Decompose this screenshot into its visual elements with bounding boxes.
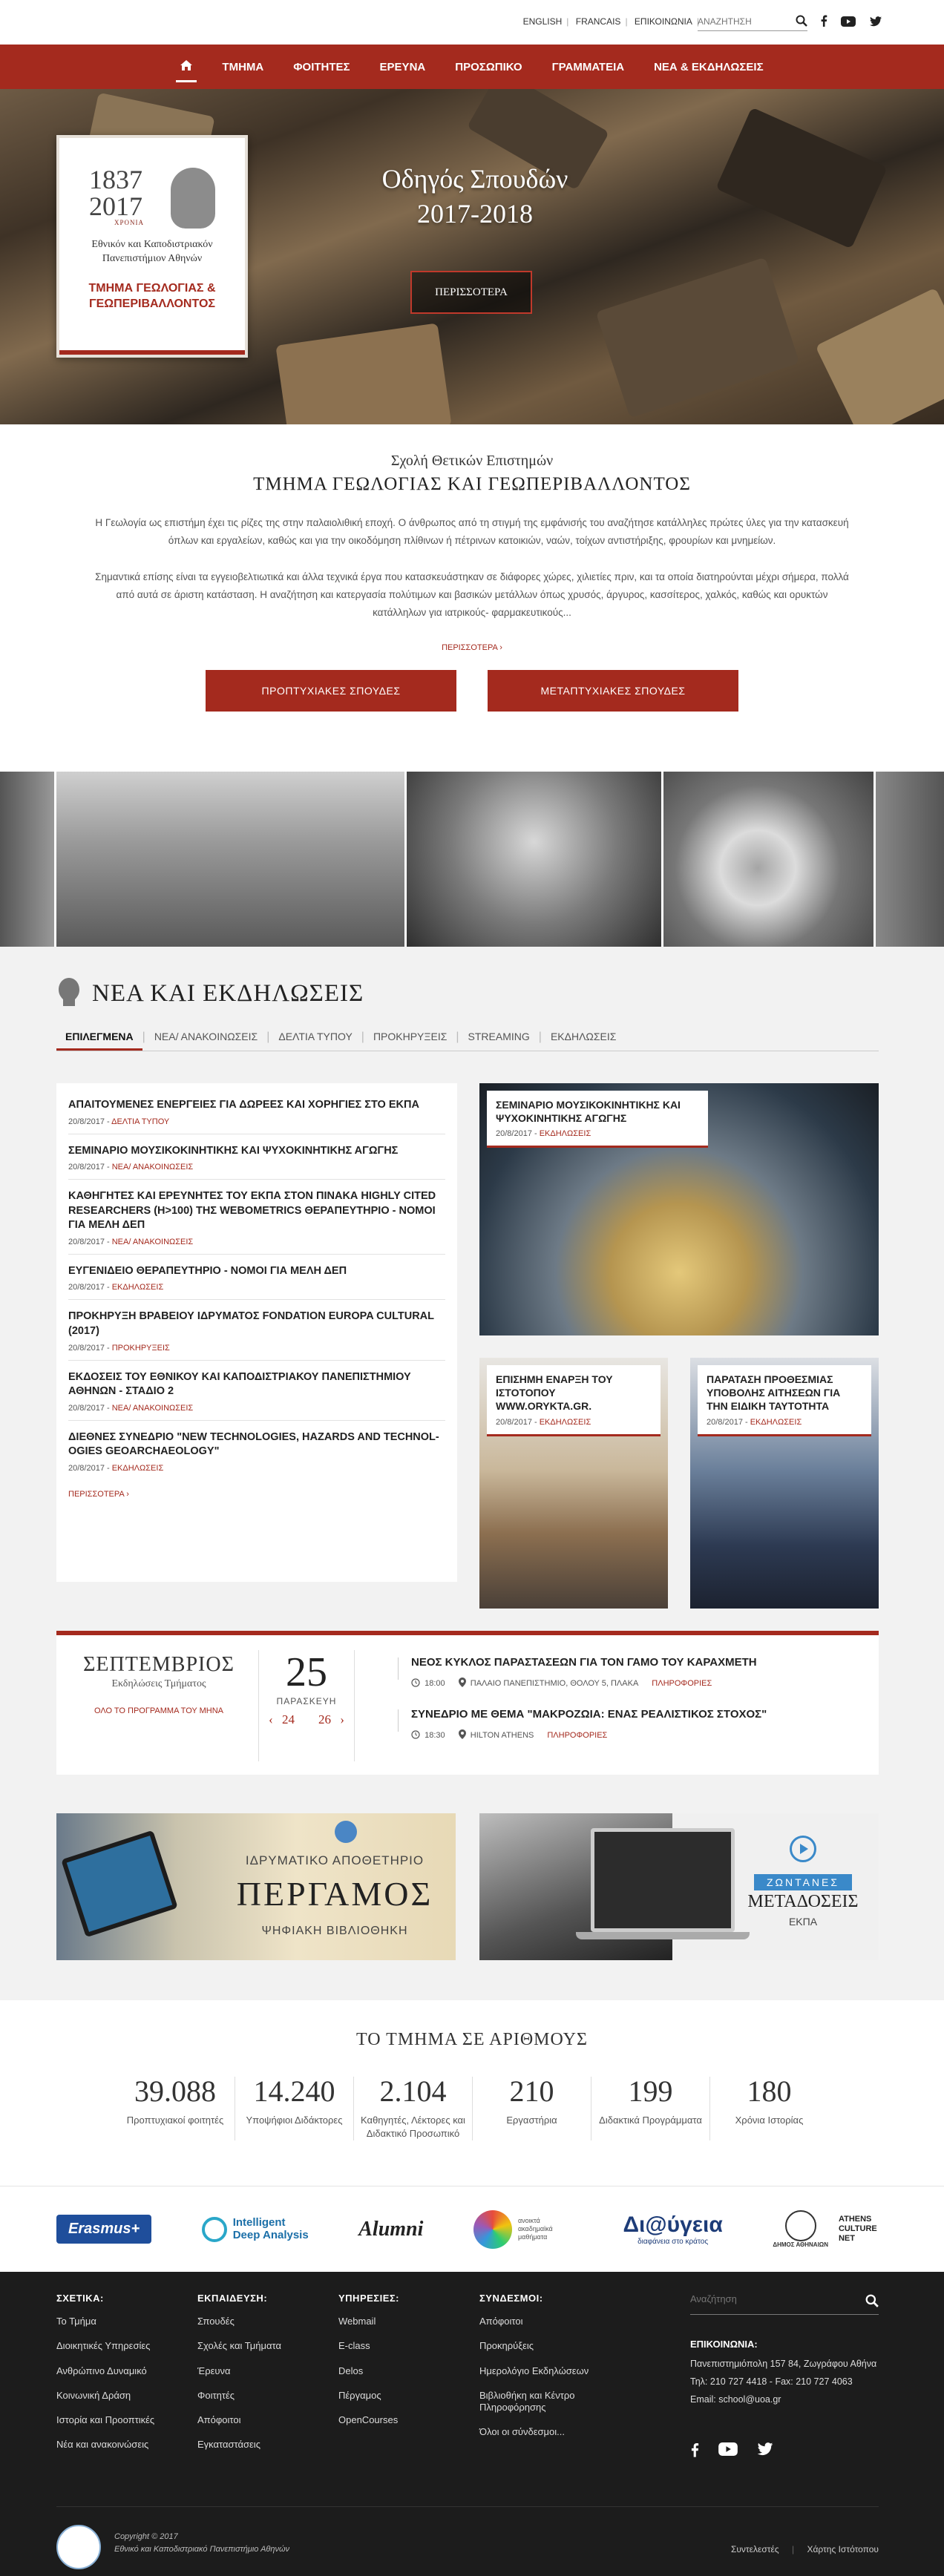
youtube-icon[interactable] <box>718 2442 738 2461</box>
top-search[interactable] <box>698 12 807 31</box>
chevron-right-icon: › <box>126 1489 129 1499</box>
footer-link[interactable]: Webmail <box>338 2316 376 2327</box>
footer-col-services: ΥΠΗΡΕΣΙΕΣ: Webmail E-class Delos Πέργαμος OpenCourses <box>338 2293 465 2439</box>
hero-rock <box>815 288 944 424</box>
footer-link[interactable]: Σχολές και Τμήματα <box>197 2340 281 2352</box>
footer-col-about: ΣΧΕΤΙΚΑ: Το Τμήμα Διοικητικές Υπηρεσίες Ανθρώπινο Δυναμικό Κοινωνική Δράση Ιστορία και Προοπτικές Νέα και ανακοινώσεις <box>56 2293 190 2464</box>
featured-news-card[interactable]: ΠΑΡΑΤΑΣΗ ΠΡΟΘΕΣΜΙΑΣ ΥΠΟΒΟΛΗΣ ΑΙΤΗΣΕΩΝ ΓΙΑ ΤΗΝ ΕΙΔΙΚΗ ΤΑΥΤΟΤΗΤΑ 20/8/2017 - ΕΚΔΗΛΩΣΕΙΣ <box>690 1358 879 1609</box>
list-item[interactable]: ΑΠΑΙΤΟΥΜΕΝΕΣ ΕΝΕΡΓΕΙΕΣ ΓΙΑ ΔΩΡΕΕΣ ΚΑΙ ΧΟΡΗΓΙΕΣ ΣΤΟ ΕΚΠΑ 20/8/2017 - ΔΕΛΤΙΑ ΤΥΠΟΥ <box>68 1098 445 1134</box>
footer-link[interactable]: Σπουδές <box>197 2316 235 2327</box>
play-icon <box>790 1836 816 1862</box>
stat-item: 210 Εργαστήρια <box>472 2077 591 2140</box>
list-item[interactable]: ΕΥΓΕΝΙΔΕΙΟ ΘΕΡΑΠΕΥΤΗΡΙΟ - ΝΟΜΟΙ ΓΙΑ ΜΕΛΗ ΔΕΠ 20/8/2017 - ΕΚΔΗΛΩΣΕΙΣ <box>68 1264 445 1301</box>
alumni-logo[interactable]: Alumni <box>358 2217 424 2241</box>
footer-link[interactable]: Νέα και ανακοινώσεις <box>56 2439 149 2451</box>
featured-news-card[interactable]: ΕΠΙΣΗΜΗ ΕΝΑΡΞΗ ΤΟΥ ΙΣΤΟΤΟΠΟΥ WWW.ORYKTA.GR. 20/8/2017 - ΕΚΔΗΛΩΣΕΙΣ <box>479 1358 668 1609</box>
nav-item-news-events[interactable]: ΝΕΑ & ΕΚΔΗΛΩΣΕΙΣ <box>654 60 764 73</box>
clock-icon <box>411 1730 420 1741</box>
university-name: Εθνικόν και Καποδιστριακόν Πανεπιστήμιον Αθηνών <box>91 239 213 264</box>
hero-rock <box>596 257 800 418</box>
main-nav <box>0 45 944 89</box>
month-program-link[interactable]: ΟΛΟ ΤΟ ΠΡΟΓΡΑΜΜΑ ΤΟΥ ΜΗΝΑ <box>94 1706 223 1715</box>
athena-head-icon <box>171 168 215 229</box>
athens-seal-icon <box>785 2210 816 2241</box>
footer-link[interactable]: Προκηρύξεις <box>479 2340 534 2352</box>
link-english[interactable]: ENGLISH <box>522 16 563 27</box>
partners-strip <box>0 2186 944 2272</box>
undergrad-studies-button[interactable]: ΠΡΟΠΤΥΧΙΑΚΕΣ ΣΠΟΥΔΕΣ <box>206 670 456 712</box>
footer-link[interactable]: Το Τμήμα <box>56 2316 96 2327</box>
tab-selected[interactable]: ΕΠΙΛΕΓΜΕΝΑ <box>56 1025 142 1051</box>
footer-link[interactable]: Έρευνα <box>197 2365 231 2376</box>
credits-link[interactable]: Συντελεστές <box>730 2544 779 2554</box>
youtube-icon[interactable] <box>841 16 856 30</box>
stat-item: 14.240 Υποψήφιοι Διδάκτορες <box>235 2077 353 2140</box>
tab-press-releases[interactable]: ΔΕΛΤΙΑ ΤΥΠΟΥ <box>278 1031 353 1042</box>
stats-title: ΤΟ ΤΜΗΜΑ ΣΕ ΑΡΙΘΜΟΥΣ <box>356 2030 588 2049</box>
event-item[interactable]: ΝΕΟΣ ΚΥΚΛΟΣ ΠΑΡΑΣΤΑΣΕΩΝ ΓΙΑ ΤΟΝ ΓΑΜΟ ΤΟΥ ΚΑΡΑΧΜΕΤΗ 18:00 ΠΑΛΑΙΟ ΠΑΝΕΠΙΣΤΗΜΙΟ, ΘΟΛΟΥ 5, ΠΛΑΚΑ ΠΛΗΡΟΦΟΡΙΕΣ <box>411 1656 827 1689</box>
ida-circle-icon <box>202 2217 227 2242</box>
event-info-link[interactable]: ΠΛΗΡΟΦΟΡΙΕΣ <box>547 1731 608 1740</box>
diavgeia-logo[interactable]: Δι@ύγεια διαφάνεια στο κράτος <box>623 2212 723 2246</box>
twitter-icon[interactable] <box>757 2442 773 2461</box>
footer-link[interactable]: Εγκαταστάσεις <box>197 2439 260 2451</box>
news-list <box>56 1083 457 1582</box>
footer-link[interactable]: Πέργαμος <box>338 2389 381 2401</box>
footer-link[interactable]: Όλοι οι σύνδεσμοι... <box>479 2426 565 2438</box>
laptop-image <box>591 1828 735 1932</box>
news-tabs: ΕΠΙΛΕΓΜΕΝΑ | ΝΕΑ/ ΑΝΑΚΟΙΝΩΣΕΙΣ | ΔΕΛΤΙΑ ΤΥΠΟΥ | ΠΡΟΚΗΡΥΞΕΙΣ | STREAMING | ΕΚΔΗΛΩΣΕΙΣ <box>56 1025 879 1051</box>
event-info-link[interactable]: ΠΛΗΡΟΦΟΡΙΕΣ <box>652 1679 712 1688</box>
location-pin-icon <box>459 1729 466 1741</box>
nav-item-research[interactable]: ΕΡΕΥΝΑ <box>379 60 426 73</box>
stat-item: 180 Χρόνια Ιστορίας <box>709 2077 828 2140</box>
featured-news-card[interactable]: ΣΕΜΙΝΑΡΙΟ ΜΟΥΣΙΚΟΚΙΝΗΤΙΚΗΣ ΚΑΙ ΨΥΧΟΚΙΝΗΤΙΚΗΣ ΑΓΩΓΗΣ 20/8/2017 - ΕΚΔΗΛΩΣΕΙΣ <box>479 1083 879 1335</box>
footer-link[interactable]: Βιβλιοθήκη και Κέντρο Πληροφόρησης <box>479 2389 575 2413</box>
list-item[interactable]: ΠΡΟΚΗΡΥΞΗ ΒΡΑΒΕΙΟΥ ΙΔΡΥΜΑΤΟΣ FONDATION EUROPA CULTURAL (2017) 20/8/2017 - ΠΡΟΚΗΡΥΞΕΙΣ <box>68 1310 445 1360</box>
clock-icon <box>411 1678 420 1689</box>
link-contact[interactable]: ΕΠΙΚΟΙΝΩΝΙΑ <box>634 16 692 27</box>
list-item[interactable]: ΔΙΕΘΝΕΣ ΣΥΝΕΔΡΙΟ "NEW TECHNOLOGIES, HAZARDS AND TECHNOL-OGIES GEOARCHAEOLOGY" 20/8/2017 - ΕΚΔΗΛΩΣΕΙΣ <box>68 1430 439 1473</box>
footer-search-input[interactable] <box>690 2293 853 2304</box>
top-bar <box>0 0 944 45</box>
social-links-top <box>820 15 892 30</box>
chevron-right-icon: › <box>499 643 502 653</box>
footer-link[interactable]: Διοικητικές Υπηρεσίες <box>56 2340 151 2352</box>
gallery-photo <box>876 772 944 947</box>
tab-calls[interactable]: ΠΡΟΚΗΡΥΞΕΙΣ <box>373 1031 448 1042</box>
gallery-photo <box>56 772 407 947</box>
search-icon[interactable] <box>865 2294 879 2311</box>
prev-day-button[interactable]: ‹ 24 <box>269 1712 295 1726</box>
footer-contact: ΕΠΙΚΟΙΝΩΝΙΑ: Πανεπιστημιόπολη 157 84, Ζωγράφου Αθήνα Τηλ: 210 727 4418 - Fax: 210 727 4063 Email: school@uoa.gr <box>690 2339 879 2408</box>
sitemap-link[interactable]: Χάρτης Ιστότοπου <box>807 2544 879 2554</box>
events-month: ΣΕΠΤΕΜΒΡΙΟΣ Εκδηλώσεις Τμήματος ΟΛΟ ΤΟ ΠΡΟΓΡΑΜΜΑ ΤΟΥ ΜΗΝΑ <box>77 1653 240 1715</box>
intro-more-link[interactable]: ΠΕΡΙΣΣΟΤΕΡΑ › <box>442 643 502 653</box>
footer-col-education: ΕΚΠΑΙΔΕΥΣΗ: Σπουδές Σχολές και Τμήματα Έρευνα Φοιτητές Απόφοιτοι Εγκαταστάσεις <box>197 2293 331 2464</box>
language-links: ENGLISH | FRANCAIS | ΕΠΙΚΟΙΝΩΝΙΑ | <box>522 16 699 27</box>
gallery-photo <box>0 772 56 947</box>
list-item[interactable]: ΣΕΜΙΝΑΡΙΟ ΜΟΥΣΙΚΟΚΙΝΗΤΙΚΗΣ ΚΑΙ ΨΥΧΟΚΙΝΗΤΙΚΗΣ ΑΓΩΓΗΣ 20/8/2017 - ΝΕΑ/ ΑΝΑΚΟΙΝΩΣΕΙΣ <box>68 1144 445 1180</box>
athens-culture-logo[interactable]: ΔΗΜΟΣ ΑΘΗΝΑΙΩΝ ATHENS CULTURE NET <box>773 2210 888 2248</box>
intro-section <box>0 424 944 772</box>
tab-announcements[interactable]: ΝΕΑ/ ΑΝΑΚΟΙΝΩΣΕΙΣ <box>154 1031 258 1042</box>
stat-item: 39.088 Προπτυχιακοί φοιτητές <box>126 2074 224 2126</box>
hero-more-button[interactable]: ΠΕΡΙΣΣΟΤΕΡΑ <box>410 271 532 314</box>
nav-item-secretariat[interactable]: ΓΡΑΜΜΑΤΕΙΑ <box>551 60 625 73</box>
footer-link[interactable]: Ημερολόγιο Εκδηλώσεων <box>479 2365 589 2376</box>
intro-paragraph-2: Σημαντικά επίσης είναι τα εγγειοβελτιωτικά και άλλα τεχνικά έργα που κατασκευάστηκαν σε διάφορες χώρες, χιλιετίες πριν, και τα οποία διατηρούνται μέχρι σήμερα, πολλά από αυτά σε άριστη κατάσταση. Η αναζήτηση και κατεργασία πολύτιμων και βασικών μετάλλων όπως χρυσός, άργυρος, κασσίτερος, χαλκός, καθώς και ορυκτών κατάλληλων για ιατρικούς- φαρμακευτικούς... <box>95 571 849 618</box>
department-name: ΤΜΗΜΑ ΓΕΩΛΟΓΙΑΣ & ΓΕΩΠΕΡΙΒΑΛΛΟΝΤΟΣ <box>88 281 216 310</box>
ida-logo[interactable]: Intelligent Deep Analysis <box>202 2217 309 2242</box>
twitter-icon[interactable] <box>870 16 882 30</box>
live-streaming-banner[interactable]: ΖΩΝΤΑΝΕΣ ΜΕΤΑΔΟΣΕΙΣ ΕΚΠΑ <box>479 1813 879 1960</box>
nav-home[interactable] <box>165 45 207 89</box>
nav-item-department[interactable]: ΤΜΗΜΑ <box>222 60 264 73</box>
pergamos-banner[interactable]: ΙΔΡΥΜΑΤΙΚΟ ΑΠΟΘΕΤΗΡΙΟ ΠΕΡΓΑΜΟΣ ΨΗΦΙΑΚΗ ΒΙΒΛΙΟΘΗΚΗ <box>56 1813 456 1960</box>
footer-bottom: Copyright © 2017 Εθνικό και Καποδιστριακό Πανεπιστήμιο Αθηνών Συντελεστές | Χάρτης Ιστότοπου <box>56 2506 879 2576</box>
opencourses-tree-icon <box>473 2210 512 2249</box>
home-icon[interactable] <box>180 60 192 73</box>
tab-streaming[interactable]: STREAMING <box>468 1031 530 1042</box>
gallery-photo <box>407 772 663 947</box>
news-section-title: ΝΕΑ ΚΑΙ ΕΚΔΗΛΩΣΕΙΣ <box>92 980 364 1007</box>
university-seal-icon <box>56 2525 101 2569</box>
search-icon[interactable] <box>796 15 807 30</box>
facebook-icon[interactable] <box>690 2442 699 2461</box>
top-search-input[interactable] <box>698 12 787 27</box>
footer-address: Πανεπιστημιόπολη 157 84, Ζωγράφου Αθήνα <box>690 2359 877 2369</box>
athena-logo-icon <box>56 976 82 1011</box>
hero-banner <box>0 89 944 424</box>
gallery-photo <box>663 772 876 947</box>
footer-search[interactable] <box>690 2293 879 2315</box>
anniversary-years: 1837 2017 ΧΡΟΝΙΑ <box>89 165 145 226</box>
footer-email[interactable]: Email: school@uoa.gr <box>690 2393 781 2405</box>
footer-link[interactable]: Ανθρώπινο Δυναμικό <box>56 2365 147 2376</box>
erasmus-logo[interactable]: Erasmus+ <box>56 2215 151 2244</box>
location-pin-icon <box>459 1678 466 1689</box>
school-name: Σχολή Θετικών Επιστημών <box>390 453 554 469</box>
footer-link[interactable]: Ιστορία και Προοπτικές <box>56 2414 155 2425</box>
page-title: ΤΜΗΜΑ ΓΕΩΛΟΓΙΑΣ ΚΑΙ ΓΕΩΠΕΡΙΒΑΛΛΟΝΤΟΣ <box>253 474 691 494</box>
next-day-button[interactable]: 26 › <box>318 1712 344 1726</box>
events-day: 25 ΠΑΡΑΣΚΕΥΗ ‹ 24 26 › <box>258 1650 355 1761</box>
footer-col-links: ΣΥΝΔΕΣΜΟΙ: Απόφοιτοι Προκηρύξεις Ημερολόγιο Εκδηλώσεων Βιβλιοθήκη και Κέντρο Πληροφόρησης Όλοι οι σύνδεσμοι... <box>479 2293 635 2451</box>
footer-social <box>690 2442 773 2461</box>
facebook-icon[interactable] <box>820 15 827 30</box>
footer-link[interactable]: Delos <box>338 2365 364 2376</box>
opencourses-logo[interactable]: ανοικτά ακαδημαϊκά μαθήματα <box>473 2210 573 2249</box>
list-item[interactable]: ΕΚΔΟΣΕΙΣ ΤΟΥ ΕΘΝΙΚΟΥ ΚΑΙ ΚΑΠΟΔΙΣΤΡΙΑΚΟΥ ΠΑΝΕΠΙΣΤΗΜΙΟΥ ΑΘΗΝΩΝ - ΣΤΑΔΙΟ 2 20/8/2017 - ΝΕΑ/ ΑΝΑΚΟΙΝΩΣΕΙΣ <box>68 1370 445 1421</box>
footer-link[interactable]: Κοινωνική Δράση <box>56 2389 131 2401</box>
postgrad-studies-button[interactable]: ΜΕΤΑΠΤΥΧΙΑΚΕΣ ΣΠΟΥΔΕΣ <box>488 670 738 712</box>
nav-item-staff[interactable]: ΠΡΟΣΩΠΙΚΟ <box>455 60 522 73</box>
events-calendar <box>56 1631 879 1775</box>
nav-item-students[interactable]: ΦΟΙΤΗΤΕΣ <box>293 60 350 73</box>
hero-rock <box>275 323 451 424</box>
footer-link[interactable]: E-class <box>338 2340 370 2352</box>
footer-link[interactable]: Απόφοιτοι <box>479 2316 523 2327</box>
stat-item: 199 Διδακτικά Προγράμματα <box>591 2077 709 2140</box>
tablet-image <box>61 1830 178 1938</box>
footer-link[interactable]: Φοιτητές <box>197 2389 235 2401</box>
stats-section <box>0 2000 944 2186</box>
link-francais[interactable]: FRANCAIS <box>575 16 621 27</box>
footer-link[interactable]: Απόφοιτοι <box>197 2414 241 2425</box>
hero-rock <box>715 108 888 249</box>
hero-title: Οδηγός Σπουδών 2017-2018 <box>381 164 568 229</box>
news-more-link[interactable]: ΠΕΡΙΣΣΟΤΕΡΑ › <box>68 1489 129 1499</box>
site-footer <box>0 2272 944 2576</box>
footer-link[interactable]: OpenCourses <box>338 2414 399 2425</box>
pergamos-logo-icon <box>335 1821 357 1843</box>
list-item[interactable]: ΚΑΘΗΓΗΤΕΣ ΚΑΙ ΕΡΕΥΝΗΤΕΣ ΤΟΥ ΕΚΠΑ ΣΤΟΝ ΠΙΝΑΚΑ HIGHLY CITED RESEARCHERS (H>100) ΤΗΣ WEBOMETRICS ΘΕΡΑΠΕΥΤΗΡΙΟ - ΝΟΜΟΙ ΓΙΑ ΜΕΛΗ ΔΕΠ 20/8/2017 - ΝΕΑ/ ΑΝΑΚΟΙΝΩΣΕΙΣ <box>68 1189 445 1255</box>
university-logo-card <box>56 135 248 358</box>
photo-strip <box>0 772 944 947</box>
news-events-section <box>0 947 944 2000</box>
footer-phone: Τηλ: 210 727 4418 - Fax: 210 727 4063 <box>690 2376 853 2387</box>
stat-item: 2.104 Καθηγητές, Λέκτορες και Διδακτικό Προσωπικό <box>353 2077 472 2140</box>
tab-events[interactable]: ΕΚΔΗΛΩΣΕΙΣ <box>550 1031 617 1042</box>
event-item[interactable]: ΣΥΝΕΔΡΙΟ ΜΕ ΘΕΜΑ "ΜΑΚΡΟΖΩΙΑ: ΕΝΑΣ ΡΕΑΛΙΣΤΙΚΟΣ ΣΤΟΧΟΣ" 18:30 HILTON ATHENS ΠΛΗΡΟΦΟΡΙΕΣ <box>411 1708 827 1741</box>
copyright: Copyright © 2017 Εθνικό και Καποδιστριακό Πανεπιστήμιο Αθηνών <box>114 2532 290 2554</box>
intro-paragraph-1: Η Γεωλογία ως επιστήμη έχει τις ρίζες της στην παλαιολιθική εποχή. Ο άνθρωπος από τη στιγμή της εμφάνισής του αναζήτησε κατάλληλες πρώτες ύλες για την κατασκευή όπλων και εργαλείων, καθώς και για την οικοδόμηση πλίθινων ή πέτρινων κατοικιών, ναών, τοίχων αντιστήριξης, φρουρίων και μνημείων. <box>95 517 849 546</box>
